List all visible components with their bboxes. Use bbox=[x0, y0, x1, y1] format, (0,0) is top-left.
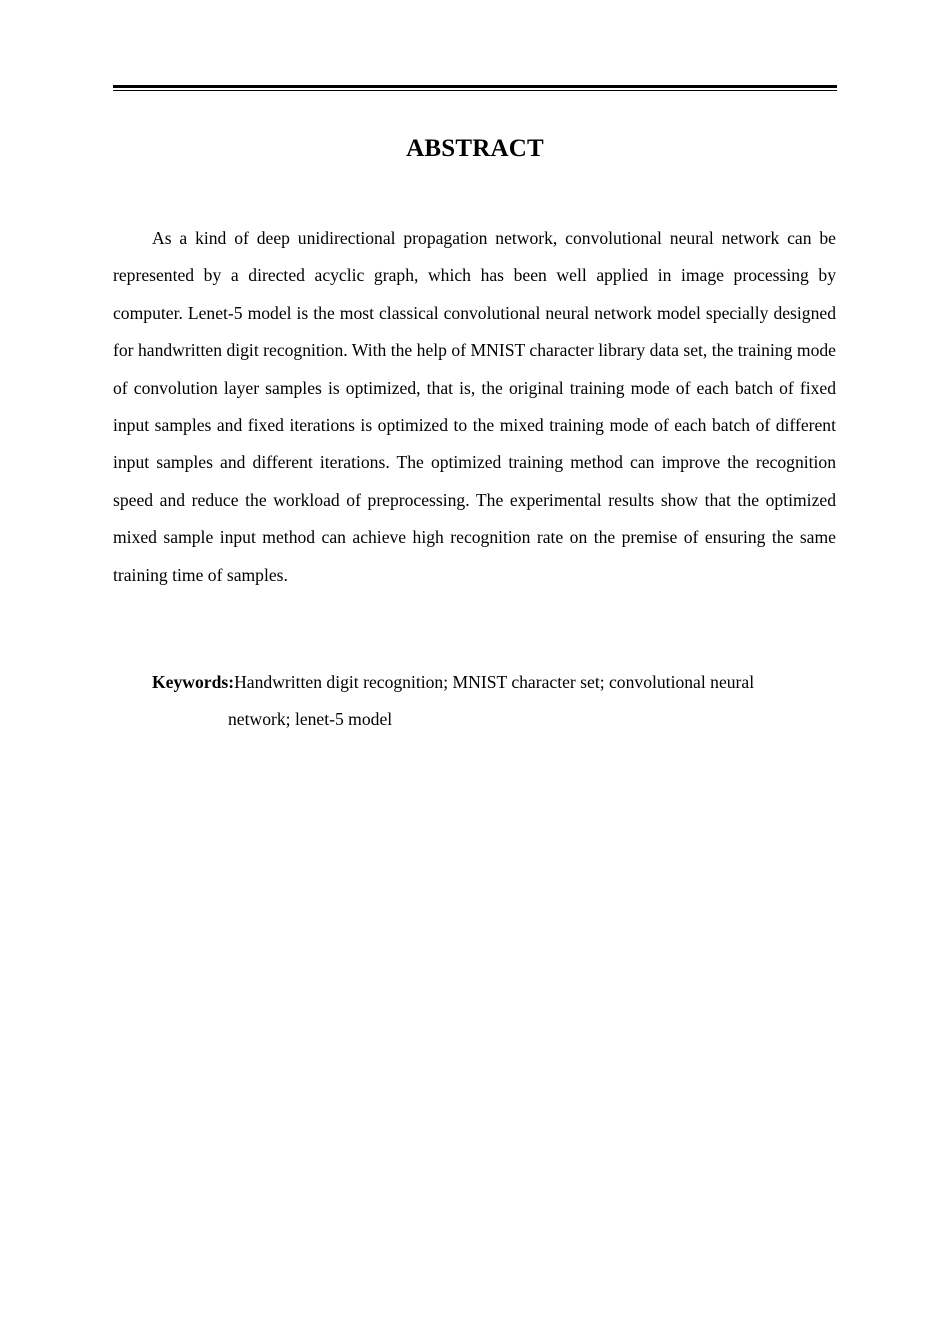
page-title: ABSTRACT bbox=[406, 135, 544, 162]
keywords-label: Keywords: bbox=[152, 672, 235, 692]
keywords-text-line2: network; lenet-5 model bbox=[228, 709, 393, 730]
keywords-section bbox=[152, 664, 836, 739]
keywords-text-line1: Handwritten digit recognition; MNIST character set; convolutional neural bbox=[234, 672, 755, 692]
header-double-rule-bottom bbox=[113, 90, 837, 91]
keywords-first-line bbox=[152, 664, 836, 701]
header-double-rule-top bbox=[113, 85, 837, 88]
abstract-paragraph: As a kind of deep unidirectional propagation network, convolutional neural network can be represented by a directed acyclic graph, which has been well applied in image processing by computer. Lenet-5 model is the most classical convolutional neural network model specially designed for handwritten digit recognition. With the help of MNIST character library data set, the training mode of convolution layer samples is optimized, that is, the original training mode of each batch of fixed input samples and fixed iterations is optimized to the mixed training mode of each batch of different input samples and different iterations. The optimized training method can improve the recognition speed and reduce the workload of preprocessing. The experimental results show that the optimized mixed sample input method can achieve high recognition rate on the premise of ensuring the same training time of samples. bbox=[113, 228, 836, 585]
